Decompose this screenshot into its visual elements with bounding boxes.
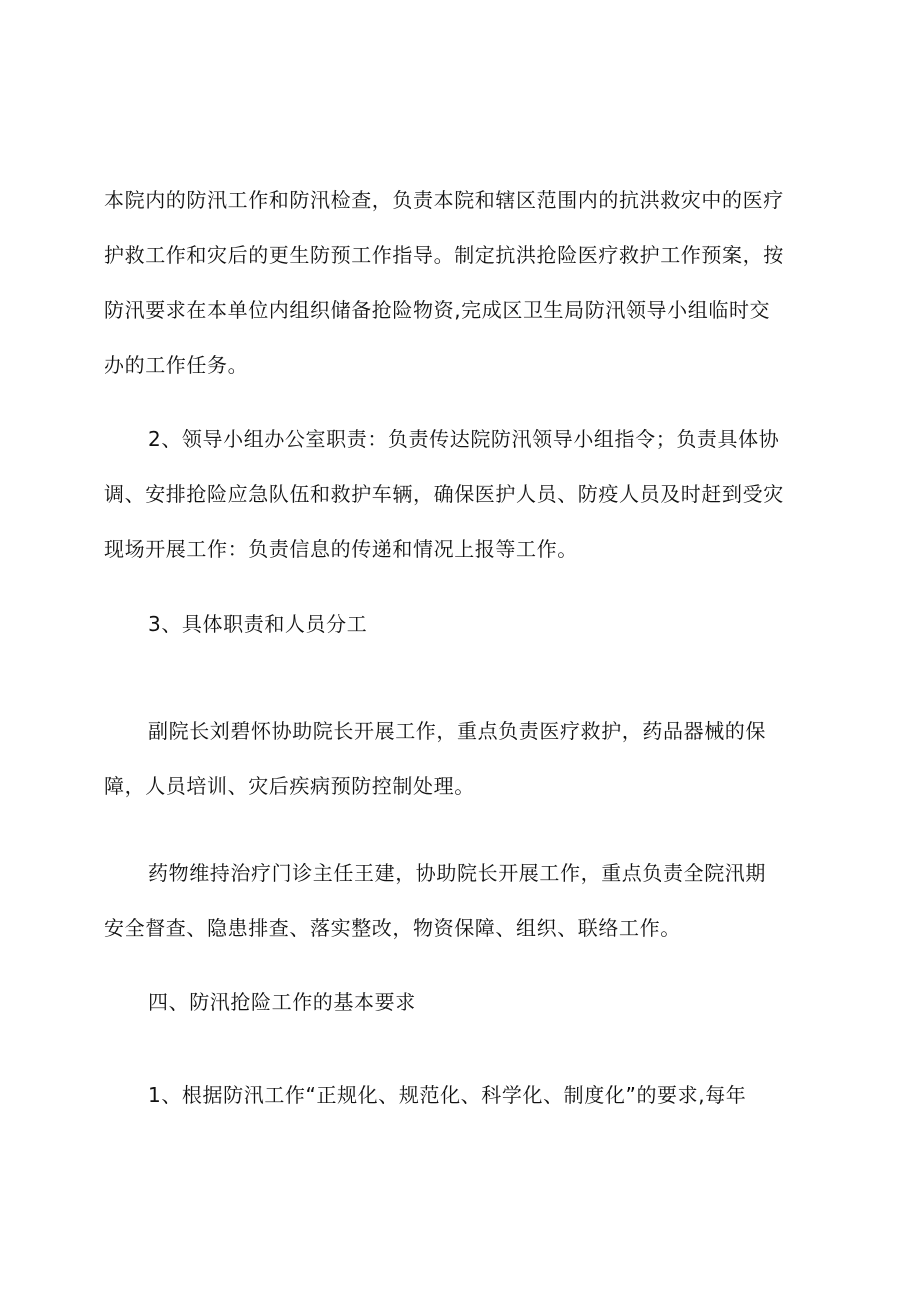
text-line: 安全督查、隐患排查、落实整改，物资保障、组织、联络工作。	[104, 916, 681, 940]
text-line: 2、领导小组办公室职责：负责传达院防汛领导小组指令；负责具体协	[148, 427, 780, 451]
text-line: 3、具体职责和人员分工	[148, 612, 368, 636]
section-heading-responsibilities	[104, 597, 824, 652]
text-line: 障，人员培训、灾后疾病预防控制处理。	[104, 774, 475, 798]
text-line: 调、安排抢险应急队伍和救护车辆，确保医护人员、防疫人员及时赶到受灾	[104, 482, 784, 506]
text-line: 防汛要求在本单位内组织储备抢险物资,完成区卫生局防汛领导小组临时交	[104, 298, 771, 322]
text-line: 本院内的防汛工作和防汛检查，负责本院和辖区范围内的抗洪救灾中的医疗	[104, 188, 784, 212]
paragraph-requirement-1	[104, 1068, 824, 1123]
paragraph-hospital-duties	[104, 173, 824, 393]
text-line: 现场开展工作：负责信息的传递和情况上报等工作。	[104, 537, 578, 561]
paragraph-clinic-director	[104, 846, 824, 956]
text-line: 办的工作任务。	[104, 353, 249, 377]
text-line: 副院长刘碧怀协助院长开展工作，重点负责医疗救护，药品器械的保	[148, 719, 766, 743]
section-heading-basic-requirements	[104, 975, 824, 1030]
text-line: 1、根据防汛工作“正规化、规范化、科学化、制度化”的要求,每年	[148, 1083, 747, 1107]
text-line: 护救工作和灾后的更生防预工作指导。制定抗洪抢险医疗救护工作预案，按	[104, 243, 784, 267]
paragraph-office-duties	[104, 412, 824, 577]
text-line: 药物维持治疗门诊主任王建，协助院长开展工作，重点负责全院汛期	[148, 861, 766, 885]
paragraph-vice-president	[104, 704, 824, 814]
text-line: 四、防汛抢险工作的基本要求	[148, 990, 416, 1014]
